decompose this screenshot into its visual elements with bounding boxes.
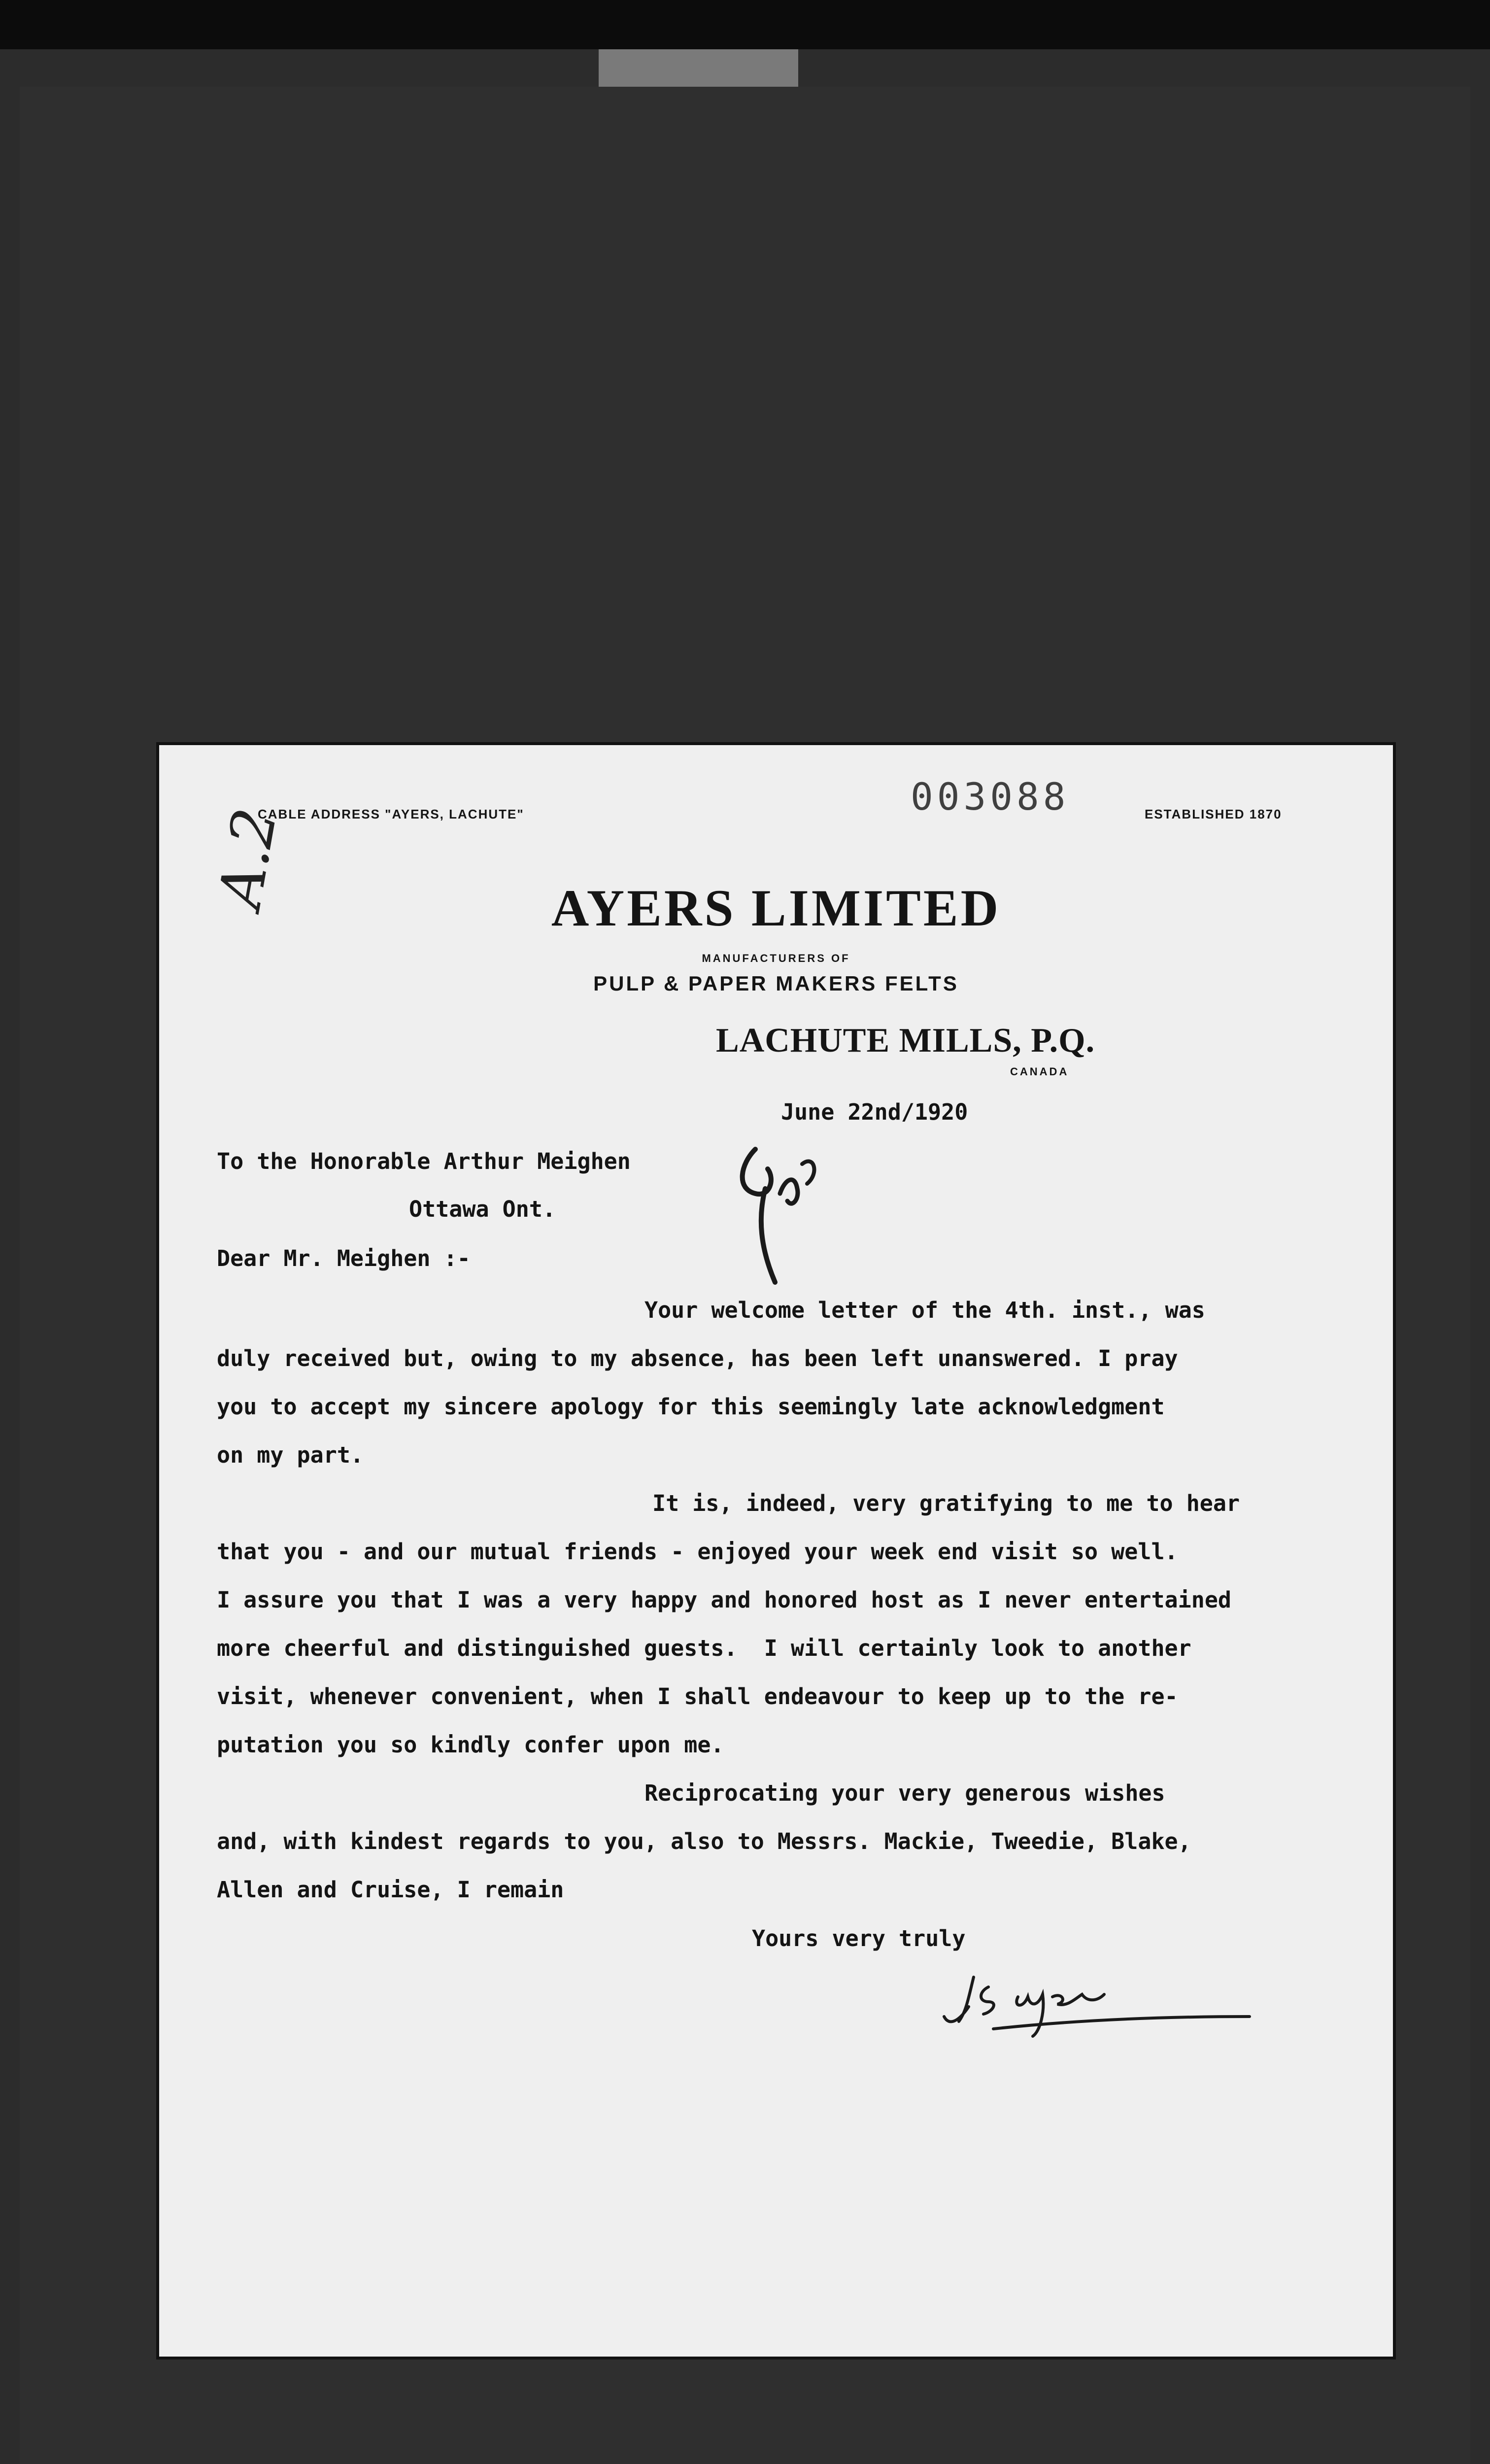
recipient-name: To the Honorable Arthur Meighen [217,1148,631,1174]
handwritten-folio-note: A.2 [205,803,291,913]
cable-address: CABLE ADDRESS "AYERS, LACHUTE" [258,807,524,821]
body-line-9: visit, whenever convenient, when I shall endeavour to keep up to the re- [217,1683,1178,1710]
letter-sheet [159,745,1393,2357]
body-line-7: I assure you that I was a very happy and honored host as I never entertained [217,1587,1232,1613]
closing: Yours very truly [752,1925,966,1951]
handwritten-file-mark [721,1134,829,1297]
body-line-4: on my part. [217,1442,364,1468]
microfilm-top-strip [0,0,1490,49]
body-line-2: duly received but, owing to my absence, has been left unanswered. I pray [217,1345,1178,1371]
salutation: Dear Mr. Meighen :- [217,1245,471,1271]
document-number-stamp: 003088 [911,775,1070,819]
body-line-1: Your welcome letter of the 4th. inst., was [644,1297,1205,1323]
body-line-3: you to accept my sincere apology for this seemingly late acknowledgment [217,1394,1165,1420]
signature [939,1948,1254,2046]
company-location: LACHUTE MILLS, P.Q. [716,1022,1095,1060]
product-line: PULP & PAPER MAKERS FELTS [593,972,959,995]
manufacturers-of-label: MANUFACTURERS OF [702,952,850,964]
body-line-10: putation you so kindly confer upon me. [217,1732,724,1758]
company-name: AYERS LIMITED [551,879,1001,937]
body-line-11: Reciprocating your very generous wishes [644,1780,1165,1806]
established-year: ESTABLISHED 1870 [1145,807,1282,821]
recipient-city: Ottawa Ont. [409,1196,556,1222]
body-line-12: and, with kindest regards to you, also to Messrs. Mackie, Tweedie, Blake, [217,1828,1191,1854]
company-country: CANADA [1010,1065,1069,1078]
frame-tab [599,49,798,87]
body-line-8: more cheerful and distinguished guests. I will certainly look to another [217,1635,1191,1661]
letter-date: June 22nd/1920 [781,1099,968,1125]
body-line-13: Allen and Cruise, I remain [217,1877,564,1903]
body-line-6: that you - and our mutual friends - enjoyed your week end visit so well. [217,1539,1178,1565]
body-line-5: It is, indeed, very gratifying to me to hear [652,1490,1240,1516]
